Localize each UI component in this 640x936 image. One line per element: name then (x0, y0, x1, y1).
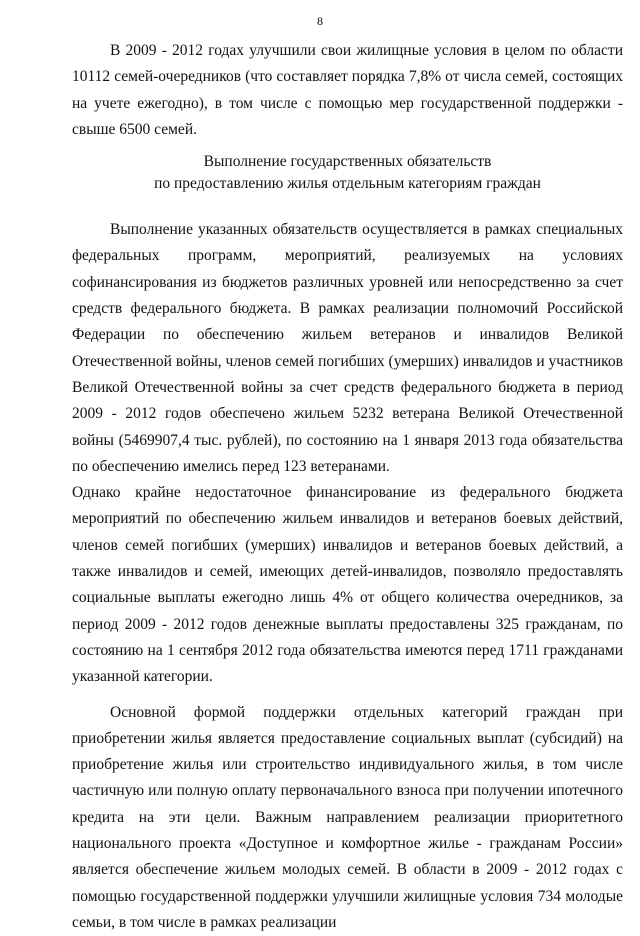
paragraph-gap (72, 691, 623, 700)
section-heading-line-1: Выполнение государственных обязательств (203, 153, 492, 171)
section-heading-line-2: по предоставлению жилья отдельным категориям граждан (154, 175, 541, 193)
page-number: 8 (317, 14, 323, 28)
paragraph-obligations: Выполнение указанных обязательств осуществляется в рамках специальных федеральных программ, мероприятий, реализуемых на условиях софинансирования из бюджетов различных уровней или непосредственно за счет средств федерального бюджета. В рамках реализации полномочий Российской Федерации по обеспечению жильем ветеранов и инвалидов Великой Отечественной войны, членов семей погибших (умерших) инвалидов и участников Великой Отечественной войны за счет средств федерального бюджета в период 2009 - 2012 годов обеспечено жильем 5232 ветерана Великой Отечественной войны (5469907,4 тыс. рублей), по состоянию на 1 января 2013 года обязательства по обеспечению имелись перед 123 ветеранами. (72, 221, 623, 475)
section-heading (72, 151, 623, 195)
paragraph-intro: В 2009 - 2012 годах улучшили свои жилищные условия в целом по области 10112 семей-очередников (что составляет порядка 7,8% от числа семей, состоящих на учете ежегодно), в том числе с помощью мер государственной поддержки - свыше 6500 семей. (72, 42, 623, 138)
paragraph-support-form: Основной формой поддержки отдельных категорий граждан при приобретении жилья является предоставление социальных выплат (субсидий) на приобретение жилья или строительство индивидуального жилья, в том числе частичную или полную оплату первоначального взноса при получении ипотечного кредита на эти цели. Важным направлением реализации приоритетного национального проекта «Доступное и комфортное жилье - гражданам России» является обеспечение жильем молодых семей. В области в 2009 - 2012 годах с помощью государственной поддержки улучшили жилищные условия 734 молодые семьи, в том числе в рамках реализации (72, 703, 623, 931)
document-body (72, 38, 623, 936)
paragraph-financing: Однако крайне недостаточное финансирование из федерального бюджета мероприятий по обеспечению жильем инвалидов и ветеранов боевых действий, членов семей погибших (умерших) инвалидов и ветеранов боевых действий, а также инвалидов и семей, имеющих детей-инвалидов, позволяло предоставлять социальные выплаты ежегодно лишь 4% от общего количества очередников, за период 2009 - 2012 годов денежные выплаты предоставлены 325 гражданам, по состоянию на 1 сентября 2012 года обязательства имеются перед 1711 гражданами указанной категории. (72, 484, 623, 686)
